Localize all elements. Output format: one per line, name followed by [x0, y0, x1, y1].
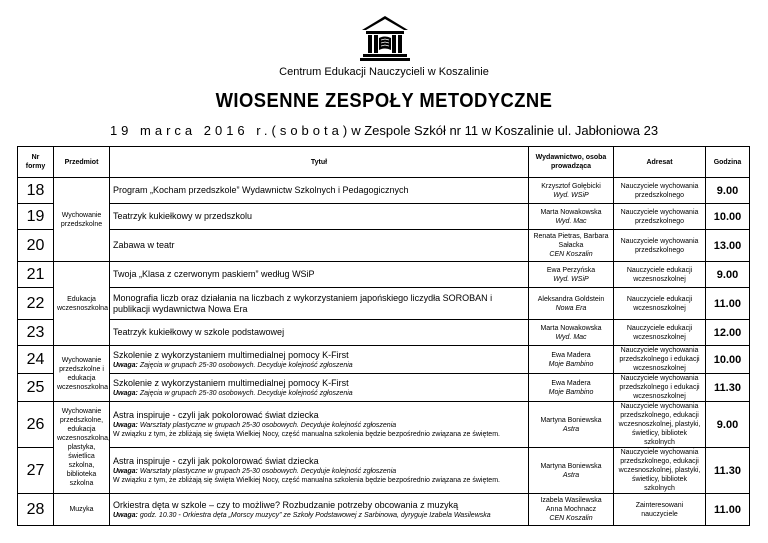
- session-title: Szkolenie z wykorzystaniem multimedialnej pomocy K-First: [113, 349, 349, 360]
- title-cell: [110, 374, 529, 402]
- hour-cell: 11.00: [706, 494, 750, 526]
- form-number: 25: [18, 374, 54, 402]
- presenter-name: Izabela Wasilewska Anna Mochnacz: [540, 497, 602, 513]
- hour-cell: 9.00: [706, 262, 750, 288]
- session-note: [113, 361, 525, 370]
- presenter-name: Ewa Perzyńska: [546, 266, 596, 274]
- cen-logo-icon: [358, 14, 412, 62]
- form-number: 26: [18, 402, 54, 448]
- publisher-cell: [529, 448, 614, 494]
- col-publisher: Wydawnictwo, osoba prowadząca: [529, 147, 614, 178]
- publisher-cell: [529, 288, 614, 320]
- presenter-name: Aleksandra Goldstein: [537, 295, 605, 303]
- form-number: 24: [18, 346, 54, 374]
- event-date: 19 marca 2016 r.(sobota): [109, 123, 352, 138]
- event-location: w Zespole Szkół nr 11 w Koszalinie ul. Jabłoniowa 23: [351, 123, 659, 138]
- session-note: [113, 511, 525, 520]
- session-title: Program „Kocham przedszkole” Wydawnictw Szkolnych i Pedagogicznych: [113, 185, 409, 195]
- form-number: 20: [18, 230, 54, 262]
- publisher-name: Astra: [562, 471, 580, 479]
- note-text: Warsztaty plastyczne w grupach 25-30 osobowych. Decyduje kolejność zgłoszenia: [139, 468, 397, 475]
- title-cell: [110, 402, 529, 448]
- page-title: WIOSENNE ZESPOŁY METODYCZNE: [215, 90, 553, 112]
- form-number: 19: [18, 204, 54, 230]
- session-title: Orkiestra dęta w szkole – czy to możliwe? Rozbudzanie potrzeby obcowania z muzyką: [113, 499, 459, 510]
- form-number: 22: [18, 288, 54, 320]
- note-text: Warsztaty plastyczne w grupach 25-30 osobowych. Decyduje kolejność zgłoszenia: [139, 422, 397, 429]
- hour-cell: 13.00: [706, 230, 750, 262]
- hour-cell: 10.00: [706, 346, 750, 374]
- audience-cell: Nauczyciele wychowania przedszkolnego, edukacji wczesnoszkolnej, plastyki, świetlicy, bibliotek szkolnych: [614, 402, 706, 448]
- col-audience: Adresat: [614, 147, 706, 178]
- audience-cell: Nauczyciele wychowania przedszkolnego: [614, 230, 706, 262]
- title-cell: [110, 494, 529, 526]
- hour-cell: 12.00: [706, 320, 750, 346]
- form-number: 18: [18, 178, 54, 204]
- event-info: [0, 123, 768, 138]
- audience-cell: Nauczyciele wychowania przedszkolnego i edukacji wczesnoszkolnej: [614, 346, 706, 374]
- table-row: [18, 288, 750, 320]
- publisher-cell: [529, 230, 614, 262]
- table-row: [18, 402, 750, 448]
- publisher-cell: [529, 262, 614, 288]
- publisher-cell: [529, 346, 614, 374]
- schedule-table: [17, 146, 750, 526]
- note-text: Zajęcia w grupach 25-30 osobowych. Decyduje kolejność zgłoszenia: [139, 389, 353, 397]
- subject-cell: Muzyka: [54, 494, 110, 526]
- session-note-extra: W związku z tym, że zbliżają się święta Wielkiej Nocy, część manualna szkolenia będzie bezpośrednio związana ze świętem.: [113, 431, 500, 438]
- col-subject: Przedmiot: [54, 147, 110, 178]
- table-row: [18, 448, 750, 494]
- note-text: Zajęcia w grupach 25-30 osobowych. Decyduje kolejność zgłoszenia: [139, 361, 353, 369]
- title-cell: [110, 288, 529, 320]
- note-text: godz. 10.30 - Orkiestra dęta „Morscy muzycy” ze Szkoły Podstawowej z Sarbinowa, dyryguje Izabela Wasilewska: [139, 511, 491, 519]
- publisher-name: Wyd. Mac: [555, 217, 587, 225]
- col-hour: Godzina: [706, 147, 750, 178]
- publisher-name: CEN Koszalin: [549, 515, 593, 522]
- presenter-name: Krzysztof Gołębicki: [541, 182, 601, 190]
- publisher-cell: [529, 494, 614, 526]
- table-row: [18, 346, 750, 374]
- form-number: 28: [18, 494, 54, 526]
- subject-cell: Wychowanie przedszkolne i edukacja wczesnoszkolna: [54, 346, 110, 402]
- presenter-name: Ewa Madera: [551, 379, 591, 387]
- table-row: [18, 204, 750, 230]
- table-row: [18, 494, 750, 526]
- title-cell: [110, 178, 529, 204]
- publisher-name: Moje Bambino: [548, 388, 594, 396]
- audience-cell: Zainteresowani nauczyciele: [614, 494, 706, 526]
- table-row: [18, 178, 750, 204]
- note-label: Uwaga:: [113, 468, 138, 475]
- session-title: Monografia liczb oraz działania na liczbach z wykorzystaniem japońskiego liczydła SOROBAN i publikacji wydawnictwa Nowa Era: [113, 292, 493, 314]
- schedule-body: [18, 178, 750, 526]
- form-number: 21: [18, 262, 54, 288]
- session-note: [113, 467, 525, 476]
- col-title: Tytuł: [110, 147, 529, 178]
- publisher-name: Wyd. Mac: [555, 333, 587, 341]
- subject-cell: Wychowanie przedszkolne: [54, 178, 110, 262]
- audience-cell: Nauczyciele wychowania przedszkolnego, edukacji wczesnoszkolnej, plastyki, świetlicy, bibliotek szkolnych: [614, 448, 706, 494]
- publisher-cell: [529, 204, 614, 230]
- session-title: Szkolenie z wykorzystaniem multimedialnej pomocy K-First: [113, 377, 349, 388]
- publisher-cell: [529, 178, 614, 204]
- audience-cell: Nauczyciele edukacji wczesnoszkolnej: [614, 262, 706, 288]
- audience-cell: Nauczyciele wychowania przedszkolnego: [614, 204, 706, 230]
- table-row: [18, 230, 750, 262]
- session-title: Astra inspiruje - czyli jak pokolorować świat dziecka: [113, 410, 319, 420]
- presenter-name: Martyna Boniewska: [540, 416, 602, 424]
- publisher-name: Astra: [562, 425, 580, 433]
- audience-cell: Nauczyciele wychowania przedszkolnego i edukacji wczesnoszkolnej: [614, 374, 706, 402]
- presenter-name: Marta Nowakowska: [540, 324, 602, 332]
- hour-cell: 11.30: [706, 448, 750, 494]
- publisher-cell: [529, 320, 614, 346]
- presenter-name: Renata Pietras, Barbara Sałacka: [533, 233, 609, 249]
- publisher-cell: [529, 402, 614, 448]
- table-row: [18, 262, 750, 288]
- title-cell: [110, 346, 529, 374]
- note-label: Uwaga:: [113, 422, 138, 429]
- subject-cell: Wychowanie przedszkolne, edukacja wczesnoszkolna, plastyka, świetlica szkolna, biblioteka szkolna: [54, 402, 110, 494]
- organization-name: Centrum Edukacji Nauczycieli w Koszalinie: [279, 66, 489, 78]
- session-title: Teatrzyk kukiełkowy w szkole podstawowej: [113, 327, 285, 337]
- audience-cell: Nauczyciele edukacji wczesnoszkolnej: [614, 320, 706, 346]
- publisher-name: Nowa Era: [555, 304, 587, 312]
- hour-cell: 11.30: [706, 374, 750, 402]
- publisher-name: CEN Koszalin: [549, 251, 593, 258]
- subject-cell: Edukacja wczesnoszkolna: [54, 262, 110, 346]
- hour-cell: 9.00: [706, 178, 750, 204]
- presenter-name: Ewa Madera: [551, 351, 591, 359]
- hour-cell: 11.00: [706, 288, 750, 320]
- table-row: [18, 374, 750, 402]
- audience-cell: Nauczyciele wychowania przedszkolnego: [614, 178, 706, 204]
- note-label: Uwaga:: [113, 389, 138, 397]
- presenter-name: Martyna Boniewska: [540, 462, 602, 470]
- table-header-row: [18, 147, 750, 178]
- hour-cell: 9.00: [706, 402, 750, 448]
- session-note-extra: W związku z tym, że zbliżają się święta Wielkiej Nocy, część manualna szkolenia będzie bezpośrednio związana ze świętem.: [113, 477, 500, 484]
- session-title: Teatrzyk kukiełkowy w przedszkolu: [113, 211, 253, 221]
- col-nr: Nr formy: [18, 147, 54, 178]
- session-note: [113, 421, 525, 430]
- publisher-name: Wyd. WSiP: [553, 275, 589, 283]
- form-number: 23: [18, 320, 54, 346]
- table-row: [18, 320, 750, 346]
- publisher-cell: [529, 374, 614, 402]
- title-cell: [110, 448, 529, 494]
- session-note: [113, 389, 525, 398]
- hour-cell: 10.00: [706, 204, 750, 230]
- publisher-name: Wyd. WSiP: [553, 191, 589, 199]
- note-label: Uwaga:: [113, 361, 138, 369]
- audience-cell: Nauczyciele edukacji wczesnoszkolnej: [614, 288, 706, 320]
- session-title: Twoja „Klasa z czerwonym paskiem” według WSiP: [113, 269, 315, 279]
- title-cell: [110, 320, 529, 346]
- presenter-name: Marta Nowakowska: [540, 208, 602, 216]
- title-cell: [110, 262, 529, 288]
- title-cell: [110, 204, 529, 230]
- publisher-name: Moje Bambino: [548, 360, 594, 368]
- title-cell: [110, 230, 529, 262]
- session-title: Zabawa w teatr: [113, 240, 175, 250]
- note-label: Uwaga:: [113, 511, 138, 519]
- session-title: Astra inspiruje - czyli jak pokolorować świat dziecka: [113, 456, 319, 466]
- form-number: 27: [18, 448, 54, 494]
